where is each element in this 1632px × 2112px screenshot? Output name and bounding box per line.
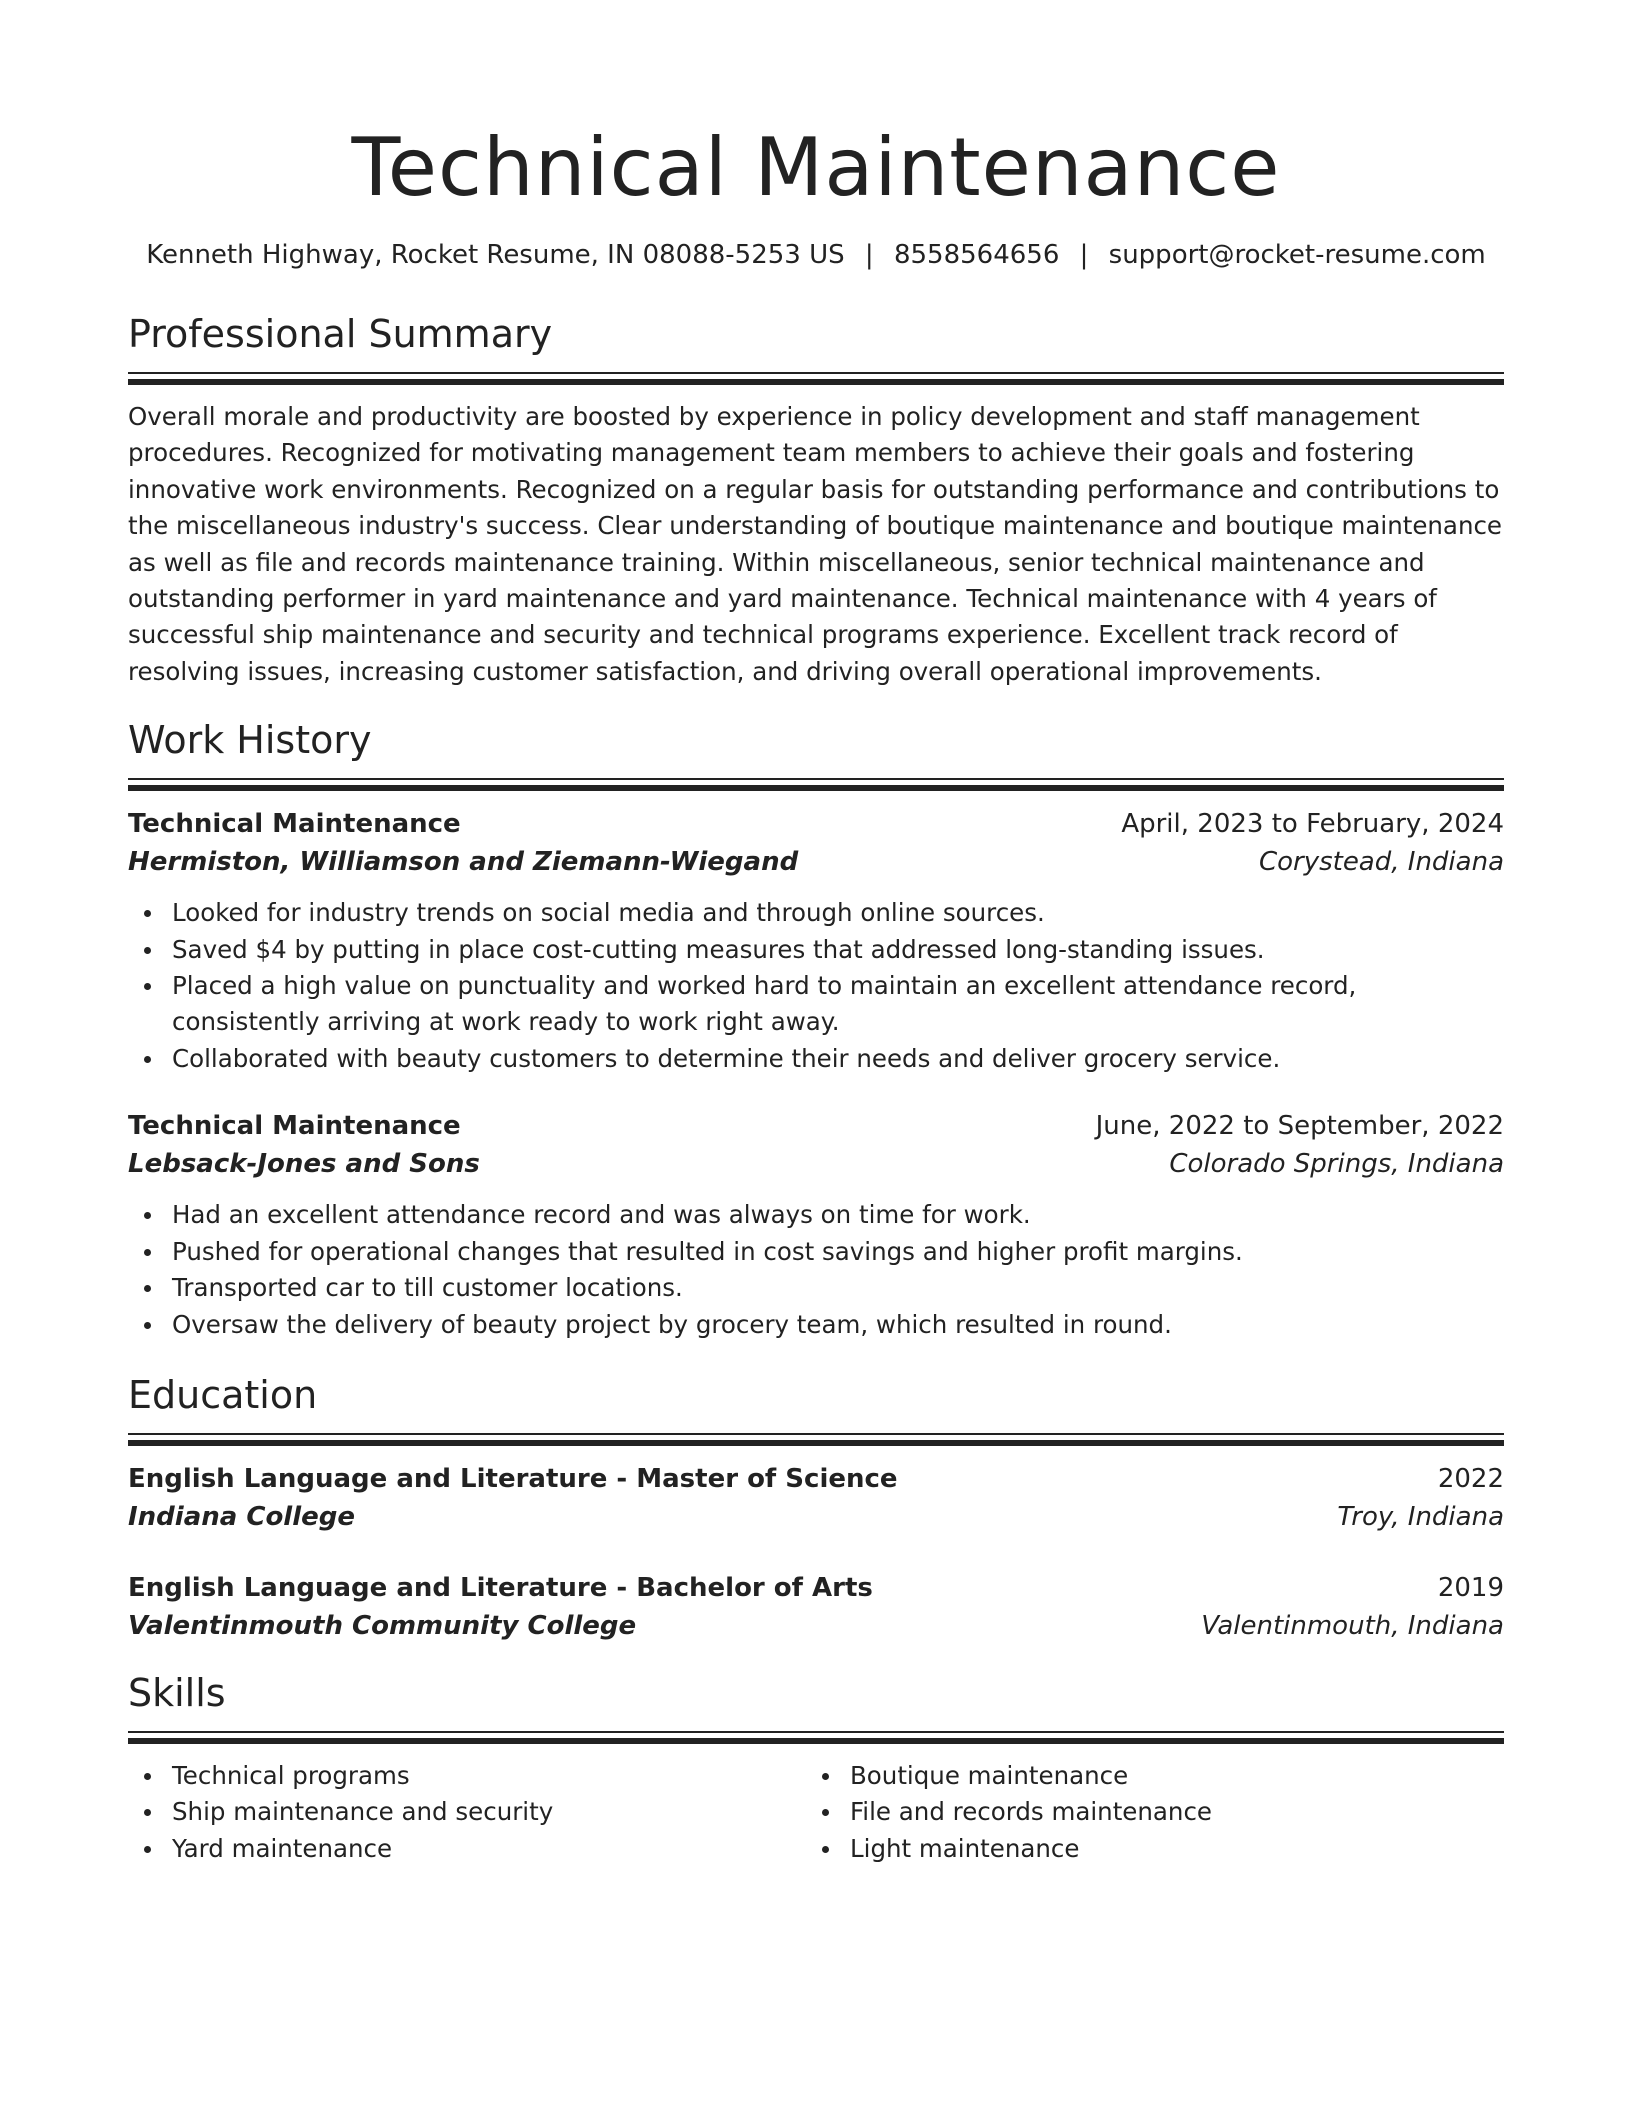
education-location: Troy, Indiana [1337, 1501, 1504, 1532]
list-item: Transported car to till customer locations. [128, 1270, 1504, 1306]
job-location: Colorado Springs, Indiana [1169, 1149, 1504, 1180]
education-section [128, 1371, 1504, 1645]
resume-page [128, 0, 1504, 1867]
skill-item: Light maintenance [806, 1831, 1484, 1867]
job-subheader [128, 1145, 1504, 1183]
education-school: Valentinmouth Community College [128, 1610, 637, 1641]
section-title-skills: Skills [128, 1670, 226, 1715]
job-subheader [128, 843, 1504, 881]
job-dates: June, 2022 to September, 2022 [1095, 1111, 1504, 1142]
skill-item: Ship maintenance and security [128, 1794, 806, 1830]
job-location: Corystead, Indiana [1258, 847, 1504, 878]
education-location: Valentinmouth, Indiana [1201, 1610, 1504, 1641]
list-item: Oversaw the delivery of beauty project by grocery team, which resulted in round. [128, 1307, 1504, 1343]
skills-section [128, 1669, 1504, 1867]
skill-item: Boutique maintenance [806, 1758, 1484, 1794]
skills-columns [128, 1758, 1504, 1867]
contact-phone: 8558564656 [893, 240, 1060, 270]
job-bullets [128, 895, 1504, 1077]
summary-section [128, 310, 1504, 690]
skills-list-left [128, 1758, 806, 1867]
job-title: Technical Maintenance [128, 809, 461, 840]
skill-item: Yard maintenance [128, 1831, 806, 1867]
job-entry [128, 805, 1504, 1077]
contact-separator: | [1079, 240, 1089, 270]
contact-address: Kenneth Highway, Rocket Resume, IN 08088-5253 US [146, 240, 845, 270]
education-school: Indiana College [128, 1501, 356, 1532]
section-title-education: Education [128, 1372, 318, 1417]
education-entry [128, 1460, 1504, 1536]
contact-line [128, 238, 1504, 272]
list-item: Saved $4 by putting in place cost-cutting measures that addressed long-standing issues. [128, 932, 1504, 968]
work-history-section [128, 716, 1504, 1343]
list-item: Placed a high value on punctuality and worked hard to maintain an excellent attendance record, consistently arriving at work ready to work right away. [128, 968, 1504, 1041]
job-dates: April, 2023 to February, 2024 [1121, 809, 1504, 840]
job-bullets [128, 1197, 1504, 1343]
education-header [128, 1460, 1504, 1498]
section-divider [128, 1731, 1504, 1744]
contact-separator: | [864, 240, 874, 270]
section-title-work-history: Work History [128, 718, 372, 763]
education-header [128, 1569, 1504, 1607]
section-divider [128, 372, 1504, 385]
resume-name: Technical Maintenance [351, 121, 1281, 214]
education-year: 2022 [1437, 1463, 1504, 1494]
education-subheader [128, 1607, 1504, 1645]
section-divider [128, 778, 1504, 791]
skills-list-right [806, 1758, 1484, 1867]
job-title: Technical Maintenance [128, 1111, 461, 1142]
education-degree: English Language and Literature - Bachelor of Arts [128, 1572, 873, 1603]
job-company: Hermiston, Williamson and Ziemann-Wiegand [128, 847, 799, 878]
list-item: Looked for industry trends on social media and through online sources. [128, 895, 1504, 931]
job-header [128, 805, 1504, 843]
section-title-summary: Professional Summary [128, 312, 553, 356]
education-subheader [128, 1498, 1504, 1536]
skill-item: Technical programs [128, 1758, 806, 1794]
summary-text: Overall morale and productivity are boosted by experience in policy development and staff management procedures. Recognized for motivating management team members to achieve their goals and fostering innovative work environments. Recognized on a regular basis for outstanding performance and contributions to the miscellaneous industry's success. Clear understanding of boutique maintenance and boutique maintenance as well as file and records maintenance training. Within miscellaneous, senior technical maintenance and outstanding performer in yard maintenance and yard maintenance. Technical maintenance with 4 years of successful ship maintenance and security and technical programs experience. Excellent track record of resolving issues, increasing customer satisfaction, and driving overall operational improvements. [128, 402, 1503, 686]
job-entry [128, 1107, 1504, 1343]
education-year: 2019 [1437, 1572, 1504, 1603]
contact-email: support@rocket-resume.com [1108, 240, 1486, 270]
section-divider [128, 1433, 1504, 1446]
job-company: Lebsack-Jones and Sons [128, 1149, 480, 1180]
education-entry [128, 1569, 1504, 1645]
list-item: Had an excellent attendance record and was always on time for work. [128, 1197, 1504, 1233]
job-header [128, 1107, 1504, 1145]
list-item: Pushed for operational changes that resulted in cost savings and higher profit margins. [128, 1234, 1504, 1270]
list-item: Collaborated with beauty customers to determine their needs and deliver grocery service. [128, 1041, 1504, 1077]
skill-item: File and records maintenance [806, 1794, 1484, 1830]
education-degree: English Language and Literature - Master of Science [128, 1463, 898, 1494]
